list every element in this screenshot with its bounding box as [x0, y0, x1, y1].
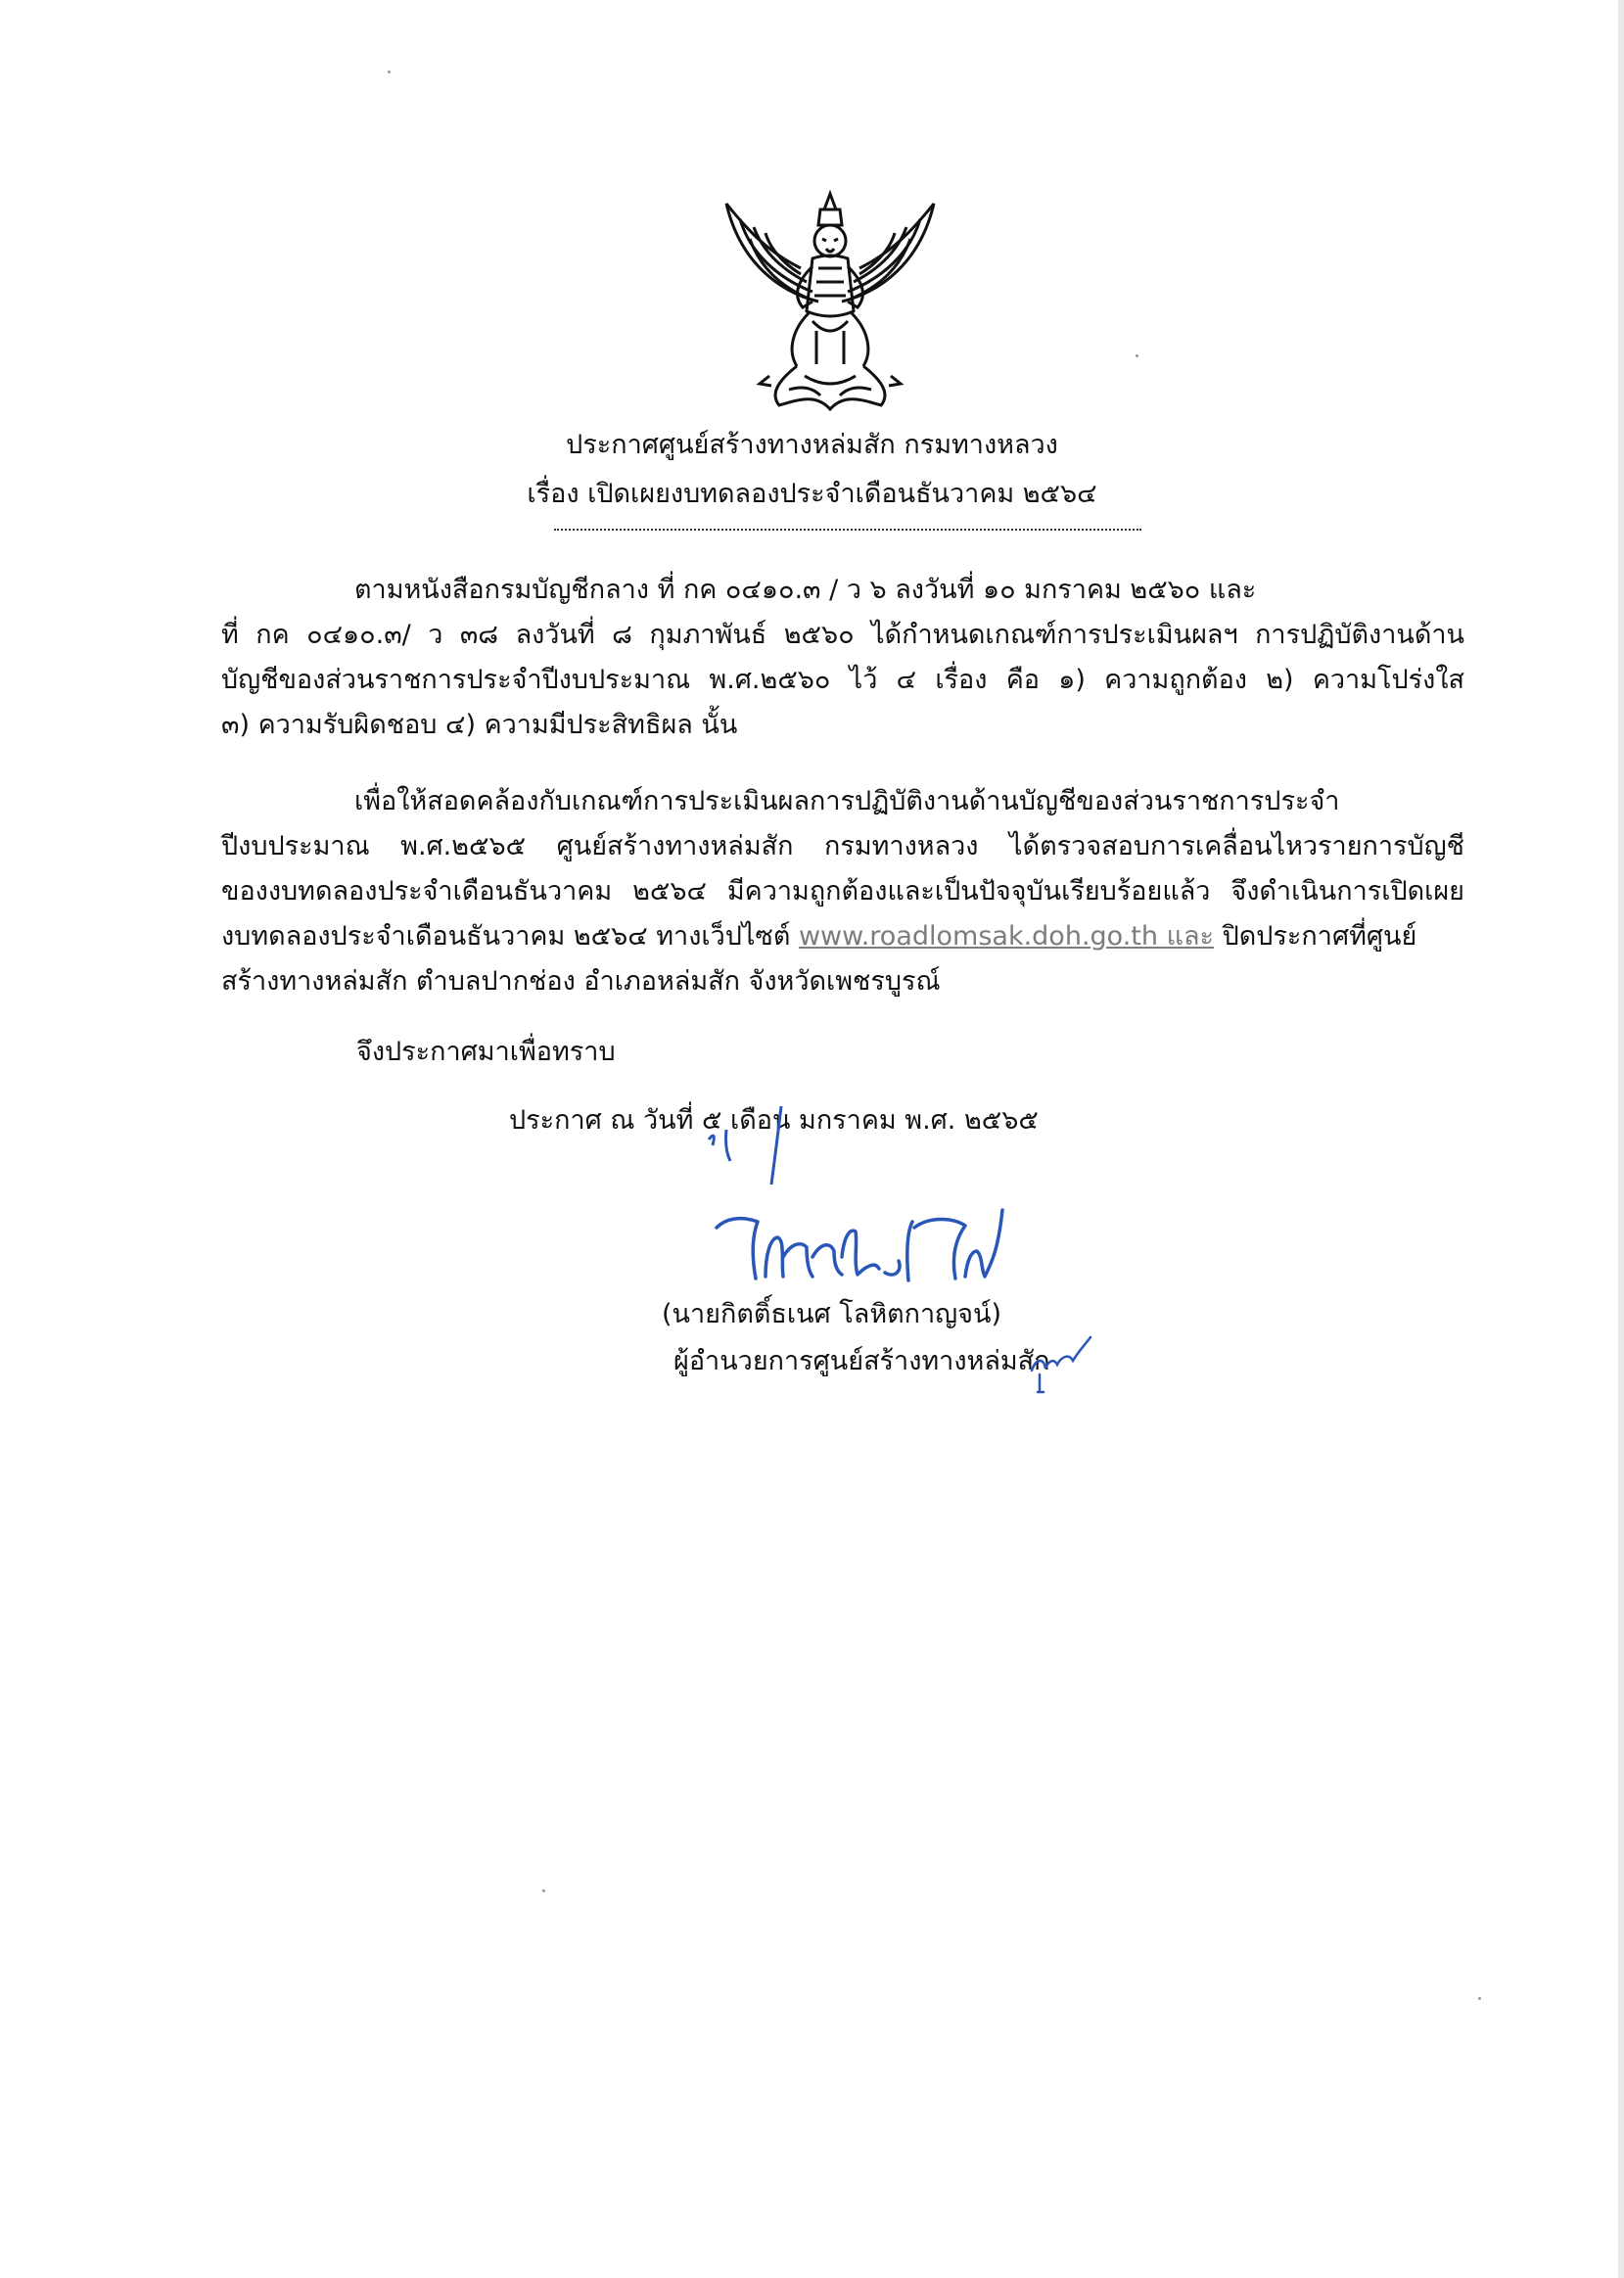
announcement-date: ประกาศ ณ วันที่ ๕ เดือน มกราคม พ.ศ. ๒๕๖๕ — [509, 1105, 1039, 1136]
signer-name: (นายกิตติ์ธเนศ โลหิตกาญจน์) — [662, 1299, 1001, 1329]
scan-speck — [1478, 1997, 1481, 2000]
closing-line: จึงประกาศมาเพื่อทราบ — [356, 1037, 616, 1067]
paragraph-1-line: บัญชีของส่วนราชการประจำปีงบประมาณ พ.ศ.๒๕๖๐ ไว้ ๔ เรื่อง คือ ๑) ความถูกต้อง ๒) ความโปร่งใส — [221, 665, 1464, 695]
scan-speck — [388, 70, 391, 73]
pen-stroke-icon — [687, 1100, 795, 1188]
initials-icon — [1026, 1335, 1092, 1394]
announcement-subject: เรื่อง เปิดเผยงบทดลองประจำเดือนธันวาคม ๒๕๖๔ — [527, 479, 1097, 509]
scan-speck — [1136, 354, 1138, 357]
scan-speck — [542, 1889, 545, 1892]
paragraph-2-line: ของงบทดลองประจำเดือนธันวาคม ๒๕๖๔ มีความถูกต้องและเป็นปัจจุบันเรียบร้อยแล้ว จึงดำเนินการเปิดเผย — [221, 876, 1464, 907]
garuda-emblem-icon — [711, 184, 950, 415]
signature-icon — [713, 1188, 1006, 1292]
dotted-divider — [554, 529, 1141, 533]
paragraph-2-line-text: งบทดลองประจำเดือนธันวาคม ๒๕๖๔ ทางเว็ปไซต์ — [221, 921, 799, 952]
page-edge — [1618, 0, 1624, 2278]
paragraph-1-line: ตามหนังสือกรมบัญชีกลาง ที่ กค ๐๔๑๐.๓ / ว ๖ ลงวันที่ ๑๐ มกราคม ๒๕๖๐ และ — [354, 575, 1257, 605]
paragraph-2-line: ปีงบประมาณ พ.ศ.๒๕๖๕ ศูนย์สร้างทางหล่มสัก กรมทางหลวง ได้ตรวจสอบการเคลื่อนไหวรายการบัญชี — [221, 831, 1464, 861]
paragraph-2-line: สร้างทางหล่มสัก ตำบลปากช่อง อำเภอหล่มสัก จังหวัดเพชรบูรณ์ — [221, 966, 941, 997]
website-link[interactable]: www.roadlomsak.doh.go.th และ — [798, 921, 1215, 952]
paragraph-2-line: เพื่อให้สอดคล้องกับเกณฑ์การประเมินผลการปฏิบัติงานด้านบัญชีของส่วนราชการประจำ — [354, 786, 1340, 816]
paragraph-1 — [221, 568, 1464, 748]
signer-title: ผู้อำนวยการศูนย์สร้างทางหล่มสัก — [673, 1346, 1050, 1376]
paragraph-1-line: ๓) ความรับผิดชอบ ๔) ความมีประสิทธิผล นั้น — [221, 710, 738, 740]
paragraph-2-line — [221, 914, 1464, 959]
announcement-title: ประกาศศูนย์สร้างทางหล่มสัก กรมทางหลวง — [566, 430, 1058, 460]
paragraph-2 — [221, 779, 1464, 1004]
paragraph-2-line-text: ปิดประกาศที่ศูนย์ — [1214, 921, 1417, 952]
paragraph-1-line: ที่ กค ๐๔๑๐.๓/ ว ๓๘ ลงวันที่ ๘ กุมภาพันธ์ ๒๕๖๐ ได้กำหนดเกณฑ์การประเมินผลฯ การปฏิบัติงานด้าน — [221, 620, 1464, 650]
